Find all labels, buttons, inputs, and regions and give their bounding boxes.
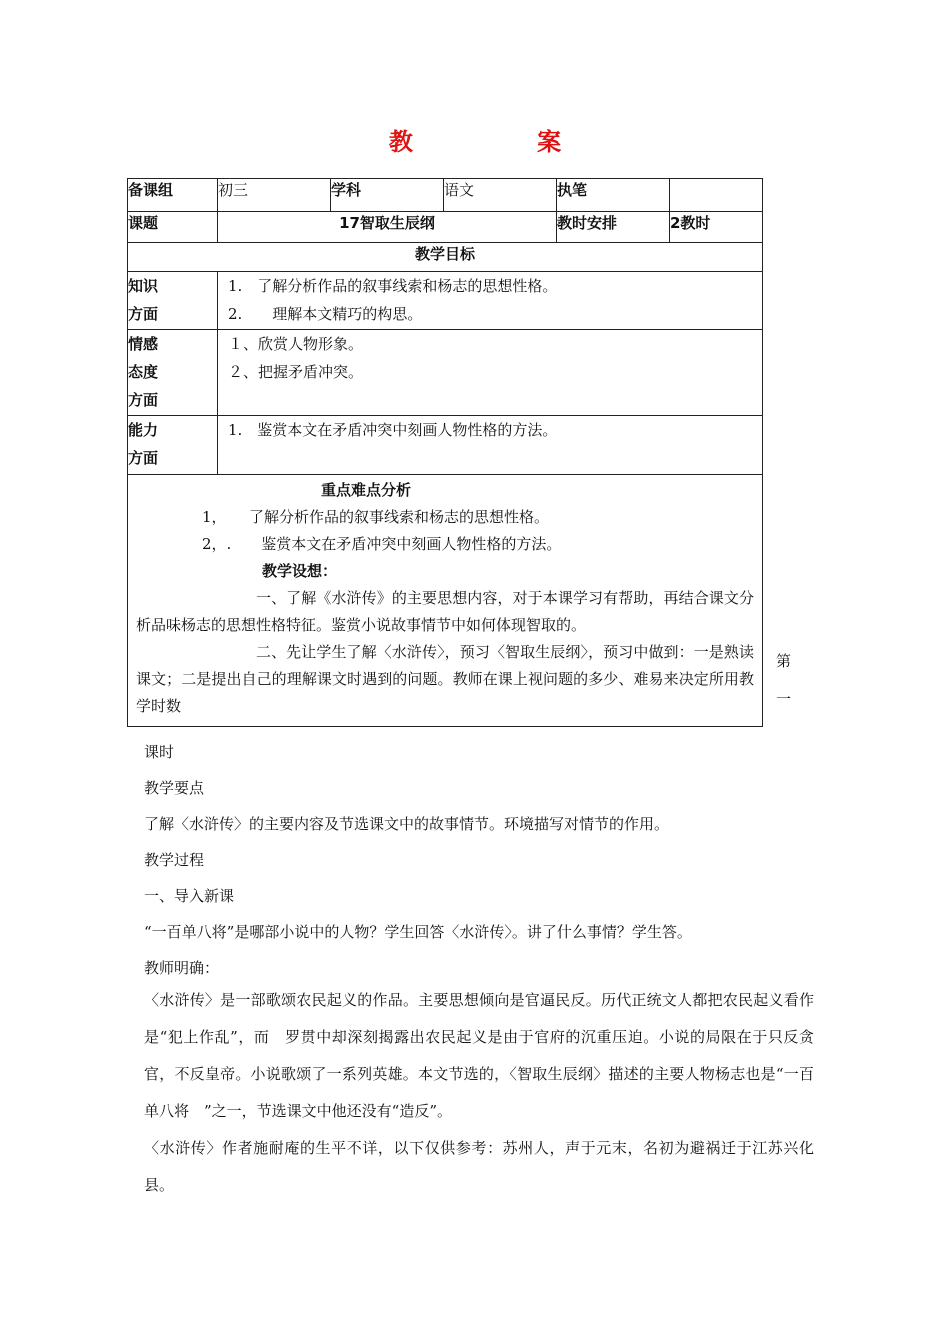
body-line: 课时	[144, 743, 175, 761]
design-paragraph: 一、了解《水浒传》的主要思想内容，对于本课学习有帮助，再结合课文分析品味杨志的思想性格特征。鉴赏小说故事情节中如何体现智取的。	[136, 589, 754, 634]
goal-label-knowledge	[128, 272, 218, 330]
closing-paragraphs	[144, 982, 814, 1204]
topic-row	[128, 212, 763, 243]
design-paragraph: 二、先让学生了解〈水浒传〉，预习〈智取生辰纲〉，预习中做到：一是熟读课文；二是提出自己的理解课文时遇到的问题。教师在课上视问题的多少、难易来决定所用教学时数	[136, 643, 754, 715]
topic-value: 17智取生辰纲	[218, 212, 557, 243]
goals-header: 教学目标	[128, 243, 763, 272]
group-label: 备课组	[128, 179, 218, 212]
document-title: 教 案	[388, 128, 620, 156]
goal-item: 1. 鉴赏本文在矛盾冲突中刻画人物性格的方法。	[228, 421, 558, 439]
schedule-label: 教时安排	[557, 212, 670, 243]
author-label: 执笔	[557, 179, 670, 212]
goal-item: 1. 了解分析作品的叙事线索和杨志的思想性格。	[228, 277, 558, 295]
goal-items-knowledge	[218, 272, 763, 330]
body-line: 了解〈水浒传〉的主要内容及节选课文中的故事情节。环境描写对情节的作用。	[144, 815, 670, 833]
goal-label-line: 情感	[128, 335, 159, 353]
key-point-item: 2，. 鉴赏本文在矛盾冲突中刻画人物性格的方法。	[202, 535, 562, 553]
closing-paragraph: 〈水浒传〉是一部歌颂农民起义的作品。主要思想倾向是官逼民反。历代正统文人都把农民起义看作是“犯上作乱”，而 罗贯中却深刻揭露出农民起义是由于官府的沉重压迫。小说的局限在于只反贪官，不反皇帝。小说歌颂了一系列英雄。本文节选的，〈智取生辰纲〉描述的主要人物杨志也是“一百单八将 ”之一，节选课文中他还没有“造反”。	[144, 991, 814, 1120]
goal-label-line: 态度	[128, 363, 159, 381]
goal-row-emotion	[128, 330, 763, 416]
group-value: 初三	[218, 179, 331, 212]
subject-value: 语文	[444, 179, 557, 212]
body-line: 教学过程	[144, 851, 205, 869]
lesson-plan-table	[127, 178, 763, 727]
author-value	[670, 179, 763, 212]
key-points-row	[128, 475, 763, 727]
schedule-value: 2教时	[670, 212, 763, 243]
key-points-cell	[128, 475, 763, 727]
subject-label: 学科	[331, 179, 444, 212]
goal-row-knowledge	[128, 272, 763, 330]
side-note-char: 第	[776, 652, 792, 670]
body-line: “一百单八将”是哪部小说中的人物？学生回答〈水浒传〉。讲了什么事情？学生答。	[144, 923, 692, 941]
key-points-header: 重点难点分析	[321, 481, 412, 499]
goal-label-line: 知识	[128, 277, 159, 295]
goal-item: １、欣赏人物形象。	[228, 335, 364, 353]
goal-row-ability	[128, 416, 763, 475]
body-line: 一、导入新课	[144, 887, 235, 905]
goals-header-row	[128, 243, 763, 272]
key-point-item: 1， 了解分析作品的叙事线索和杨志的思想性格。	[202, 508, 550, 526]
body-line: 教师明确：	[144, 959, 220, 977]
body-lines	[144, 734, 814, 986]
header-row	[128, 179, 763, 212]
body-line: 教学要点	[144, 779, 205, 797]
goal-item: ２、把握矛盾冲突。	[228, 363, 364, 381]
closing-paragraph: 〈水浒传〉作者施耐庵的生平不详，以下仅供参考：苏州人，声于元末，名初为避祸迁于江苏兴化县。	[144, 1139, 814, 1194]
topic-label: 课题	[128, 212, 218, 243]
goal-item: 2. 理解本文精巧的构思。	[228, 305, 423, 323]
goal-label-line: 方面	[128, 305, 159, 323]
goal-label-emotion	[128, 330, 218, 416]
side-note-char: 一	[776, 690, 792, 708]
goal-label-line: 能力	[128, 421, 159, 439]
goal-label-line: 方面	[128, 391, 159, 409]
goal-items-emotion	[218, 330, 763, 416]
goal-label-line: 方面	[128, 449, 159, 467]
design-header: 教学设想：	[262, 562, 338, 580]
goal-items-ability	[218, 416, 763, 475]
goal-label-ability	[128, 416, 218, 475]
